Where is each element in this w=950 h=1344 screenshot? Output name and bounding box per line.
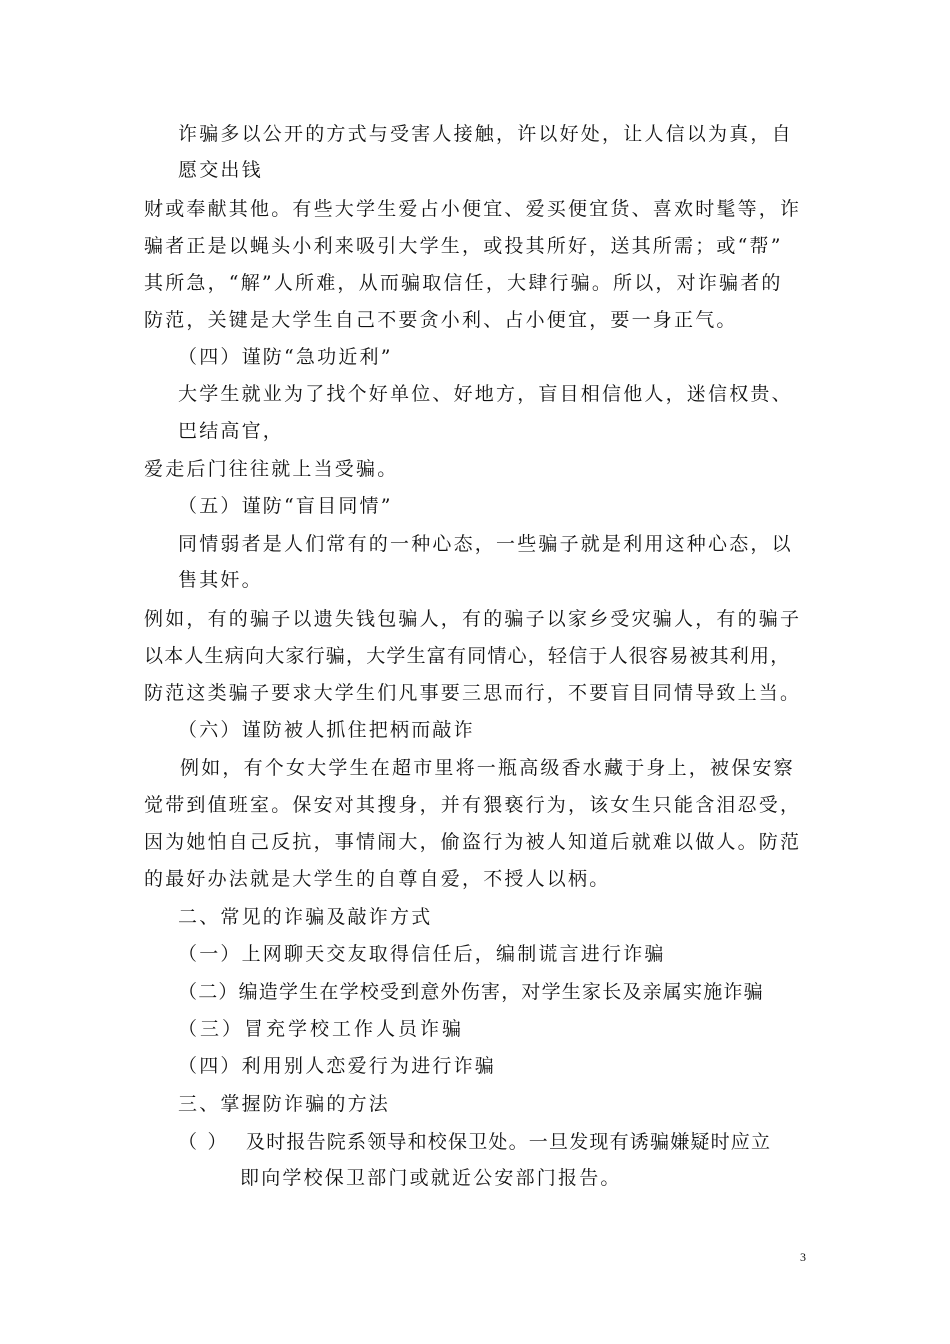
paragraph-line: 觉带到值班室。保安对其搜身，并有猥亵行为，该女生只能含泪忍受， xyxy=(144,794,802,816)
list-item: 及时报告院系领导和校保卫处。一旦发现有诱骗嫌疑时应立 xyxy=(246,1131,772,1153)
paragraph-line: 巴结高官， xyxy=(178,420,285,442)
paragraph-line: 售其奸。 xyxy=(178,569,263,591)
page-number: 3 xyxy=(800,1250,806,1264)
paragraph-line: 例如，有的骗子以遗失钱包骗人，有的骗子以家乡受灾骗人，有的骗子 xyxy=(144,608,802,630)
section-heading: （四）谨防“急功近利” xyxy=(178,346,393,368)
paragraph-line: 同情弱者是人们常有的一种心态，一些骗子就是利用这种心态，以 xyxy=(178,533,793,555)
list-marker: （ ） xyxy=(178,1131,229,1153)
list-item: （四）利用别人恋爱行为进行诈骗 xyxy=(178,1055,497,1077)
section-heading: 三、掌握防诈骗的方法 xyxy=(178,1093,391,1115)
paragraph-line: 愿交出钱 xyxy=(178,159,263,181)
paragraph-line: 防范这类骗子要求大学生们凡事要三思而行，不要盲目同情导致上当。 xyxy=(144,682,802,704)
paragraph-line: 其所急，“解”人所难，从而骗取信任，大肆行骗。所以，对诈骗者的 xyxy=(144,272,783,294)
paragraph-line: 以本人生病向大家行骗，大学生富有同情心，轻信于人很容易被其利用， xyxy=(144,645,791,667)
list-item: 即向学校保卫部门或就近公安部门报告。 xyxy=(240,1167,622,1189)
paragraph-line: 的最好办法就是大学生的自尊自爱，不授人以柄。 xyxy=(144,868,611,890)
paragraph-line: 骗者正是以蝇头小利来吸引大学生，或投其所好，送其所需；或“帮” xyxy=(144,235,783,257)
paragraph-line: 防范，关键是大学生自己不要贪小利、占小便宜，要一身正气。 xyxy=(144,309,738,331)
paragraph-line: 例如，有个女大学生在超市里将一瓶高级香水藏于身上，被保安察 xyxy=(180,757,795,779)
section-heading: 二、常见的诈骗及敲诈方式 xyxy=(178,906,433,928)
list-item: （三）冒充学校工作人员诈骗 xyxy=(178,1018,465,1040)
section-heading: （五）谨防“盲目同情” xyxy=(178,495,393,517)
paragraph-line: 诈骗多以公开的方式与受害人接触，许以好处，让人信以为真，自 xyxy=(178,123,793,145)
list-item: （二）编造学生在学校受到意外伤害，对学生家长及亲属实施诈骗 xyxy=(178,981,764,1003)
paragraph-line: 大学生就业为了找个好单位、好地方，盲目相信他人，迷信权贵、 xyxy=(178,383,793,405)
paragraph-line: 爱走后门往往就上当受骗。 xyxy=(144,458,399,480)
paragraph-line: 因为她怕自己反抗，事情闹大，偷盗行为被人知道后就难以做人。防范 xyxy=(144,831,802,853)
section-heading: （六）谨防被人抓住把柄而敲诈 xyxy=(178,719,475,741)
paragraph-line: 财或奉献其他。有些大学生爱占小便宜、爱买便宜货、喜欢时髦等，诈 xyxy=(144,198,802,220)
list-item: （一）上网聊天交友取得信任后，编制谎言进行诈骗 xyxy=(178,943,666,965)
